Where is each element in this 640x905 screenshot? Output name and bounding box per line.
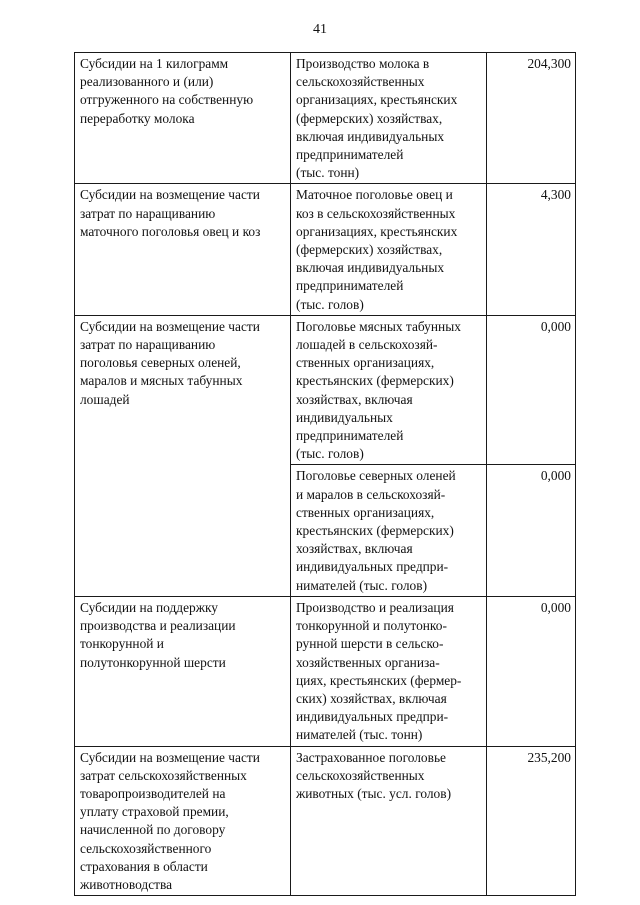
indicator-text: Маточное поголовье овец и коз в сельскохозяйственных организациях, крестьянских (фермерских) хозяйствах, включая индивидуальных предпринимателей (тыс. голов) (296, 187, 458, 312)
subsidy-table (74, 52, 576, 896)
indicator-value: 4,300 (540, 187, 571, 203)
value-cell (487, 315, 576, 465)
value-cell (487, 746, 576, 896)
indicator-value: 0,000 (540, 599, 571, 615)
subsidy-cell (75, 746, 291, 896)
indicator-value: 235,200 (527, 749, 571, 765)
table-row (75, 596, 576, 746)
indicator-text: Производство молока в сельскохозяйственных организациях, крестьянских (фермерских) хозяйствах, включая индивидуальных предпринимателей (тыс. тонн) (296, 56, 458, 181)
indicator-value: 0,000 (540, 468, 571, 484)
table-row (75, 184, 576, 315)
indicator-cell (291, 184, 487, 315)
table-row (75, 53, 576, 184)
subsidy-text: Субсидии на возмещение части затрат по наращиванию маточного поголовья овец и коз (80, 187, 261, 239)
subsidy-cell (75, 596, 291, 746)
table-row (75, 315, 576, 465)
subsidy-text: Субсидии на возмещение части затрат по наращиванию поголовья северных оленей, маралов и мясных табунных лошадей (80, 318, 260, 407)
indicator-text: Поголовье мясных табунных лошадей в сельскохозяй- ственных организациях, крестьянских (фермерских) хозяйствах, включая индивидуальных предпринимателей (тыс. голов) (296, 318, 461, 462)
subsidy-text: Субсидии на возмещение части затрат сельскохозяйственных товаропроизводителей на уплату страховой премии, начисленной по договору сельскохозяйственного страхования в области животноводства (80, 749, 260, 892)
indicator-cell (291, 746, 487, 896)
value-cell (487, 596, 576, 746)
value-cell (487, 184, 576, 315)
indicator-text: Застрахованное поголовье сельскохозяйственных животных (тыс. усл. голов) (296, 749, 452, 801)
indicator-cell (291, 315, 487, 465)
indicator-cell (291, 596, 487, 746)
subsidy-text: Субсидии на поддержку производства и реализации тонкорунной и полутонкорунной шерсти (80, 599, 236, 670)
indicator-cell (291, 465, 487, 596)
page-number: 41 (313, 22, 327, 37)
indicator-text: Производство и реализация тонкорунной и полутонко- рунной шерсти в сельско- хозяйственных организа- циях, крестьянских (фермер- ских) хозяйствах, включая индивидуальных предпри- нимателей (тыс. тонн) (296, 599, 462, 743)
subsidy-cell (75, 53, 291, 184)
indicator-value: 0,000 (540, 318, 571, 334)
subsidy-cell (75, 184, 291, 315)
value-cell (487, 465, 576, 596)
table-row (75, 746, 576, 896)
value-cell (487, 53, 576, 184)
indicator-cell (291, 53, 487, 184)
subsidy-cell (75, 315, 291, 596)
indicator-text: Поголовье северных оленей и маралов в сельскохозяй- ственных организациях, крестьянских (фермерских) хозяйствах, включая индивидуальных предпри- нимателей (тыс. голов) (296, 468, 456, 593)
indicator-value: 204,300 (527, 56, 571, 71)
subsidy-text: Субсидии на 1 килограмм реализованного и (или) отгруженного на собственную переработку молока (80, 56, 254, 126)
